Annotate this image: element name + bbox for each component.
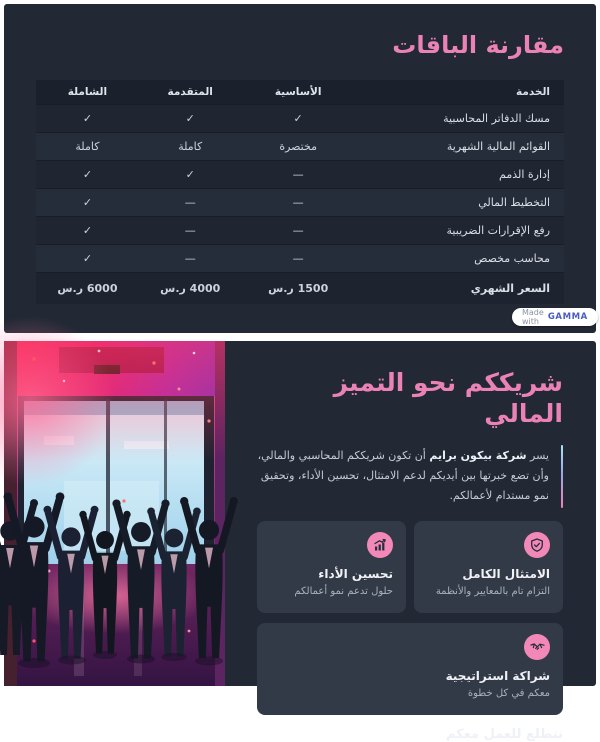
handshake-icon [524, 634, 550, 660]
row-comprehensive-value: ✓ [36, 245, 139, 273]
price-basic: 1500 ر.س [268, 282, 329, 295]
shield-check-icon [524, 532, 550, 558]
slide1-title: مقارنة الباقات [392, 31, 564, 59]
table-row [36, 133, 564, 161]
row-advanced-value: كاملة [139, 133, 242, 161]
card-subtitle: حلول تدعم نمو أعمالكم [294, 585, 393, 597]
comparison-table [36, 80, 564, 304]
row-basic-value: ✓ [242, 105, 355, 133]
made-with-gamma-badge[interactable] [512, 308, 598, 326]
slide-packages-comparison [4, 4, 596, 333]
row-comprehensive-value: كاملة [36, 133, 139, 161]
intro-text-part1: يسر [526, 448, 549, 462]
card-full-compliance [414, 521, 563, 613]
price-advanced: 4000 ر.س [160, 282, 221, 295]
slide2-title: شريككم نحو التميز المالي [333, 368, 563, 429]
card-subtitle: التزام تام بالمعايير والأنظمة [435, 585, 550, 597]
row-service-label: محاسب مخصص [355, 245, 564, 273]
card-title: شراكة استراتيجية [445, 668, 550, 683]
row-service-label: رفع الإقرارات الضريبية [355, 217, 564, 245]
closing-statement: نتطلع للعمل معكم [445, 726, 563, 742]
slide-financial-excellence [4, 341, 596, 742]
row-basic-value: مختصرة [242, 133, 355, 161]
row-advanced-value: — [139, 245, 242, 273]
col-header-basic: الأساسية [242, 80, 355, 105]
row-basic-value: — [242, 161, 355, 189]
col-header-advanced: المتقدمة [139, 80, 242, 105]
team-celebration-photo [4, 341, 225, 686]
row-comprehensive-value: ✓ [36, 189, 139, 217]
table-price-row [36, 273, 564, 304]
row-service-label: إدارة الذمم [355, 161, 564, 189]
made-with-label: Made with [522, 308, 544, 326]
row-basic-value: — [242, 245, 355, 273]
col-header-service: الخدمة [355, 80, 564, 105]
card-performance-improvement [257, 521, 406, 613]
row-comprehensive-value: ✓ [36, 217, 139, 245]
intro-quote [257, 443, 563, 510]
intro-text-part2: أن تكون شريككم المحاسبي والمالي، وأن تضع خبرتها بين أيديكم لدعم الامتثال، تحسين الأداء، وتحقيق نمو مستدام لأعمالكم. [257, 448, 549, 503]
gamma-logo: GAMMA [547, 312, 588, 322]
row-advanced-value: — [139, 189, 242, 217]
row-service-label: مسك الدفاتر المحاسبية [355, 105, 564, 133]
row-service-label: القوائم المالية الشهرية [355, 133, 564, 161]
card-subtitle: معكم في كل خطوة [467, 687, 550, 699]
price-row-label: السعر الشهري [470, 282, 550, 295]
row-service-label: التخطيط المالي [355, 189, 564, 217]
table-row [36, 217, 564, 245]
row-comprehensive-value: ✓ [36, 161, 139, 189]
table-row [36, 105, 564, 133]
row-advanced-value: ✓ [139, 105, 242, 133]
card-title: تحسين الأداء [318, 566, 393, 581]
row-basic-value: — [242, 217, 355, 245]
row-advanced-value: ✓ [139, 161, 242, 189]
feature-cards-row [257, 521, 563, 613]
price-comprehensive: 6000 ر.س [57, 282, 118, 295]
col-header-comprehensive: الشاملة [36, 80, 139, 105]
row-advanced-value: — [139, 217, 242, 245]
table-row [36, 161, 564, 189]
table-row [36, 245, 564, 273]
card-strategic-partnership [257, 623, 563, 715]
chart-increase-icon [367, 532, 393, 558]
card-title: الامتثال الكامل [462, 566, 550, 581]
row-basic-value: — [242, 189, 355, 217]
company-name: شركة بيكون برايم [429, 448, 527, 462]
table-header-row [36, 80, 564, 105]
table-row [36, 189, 564, 217]
slide2-content [225, 341, 596, 742]
row-comprehensive-value: ✓ [36, 105, 139, 133]
